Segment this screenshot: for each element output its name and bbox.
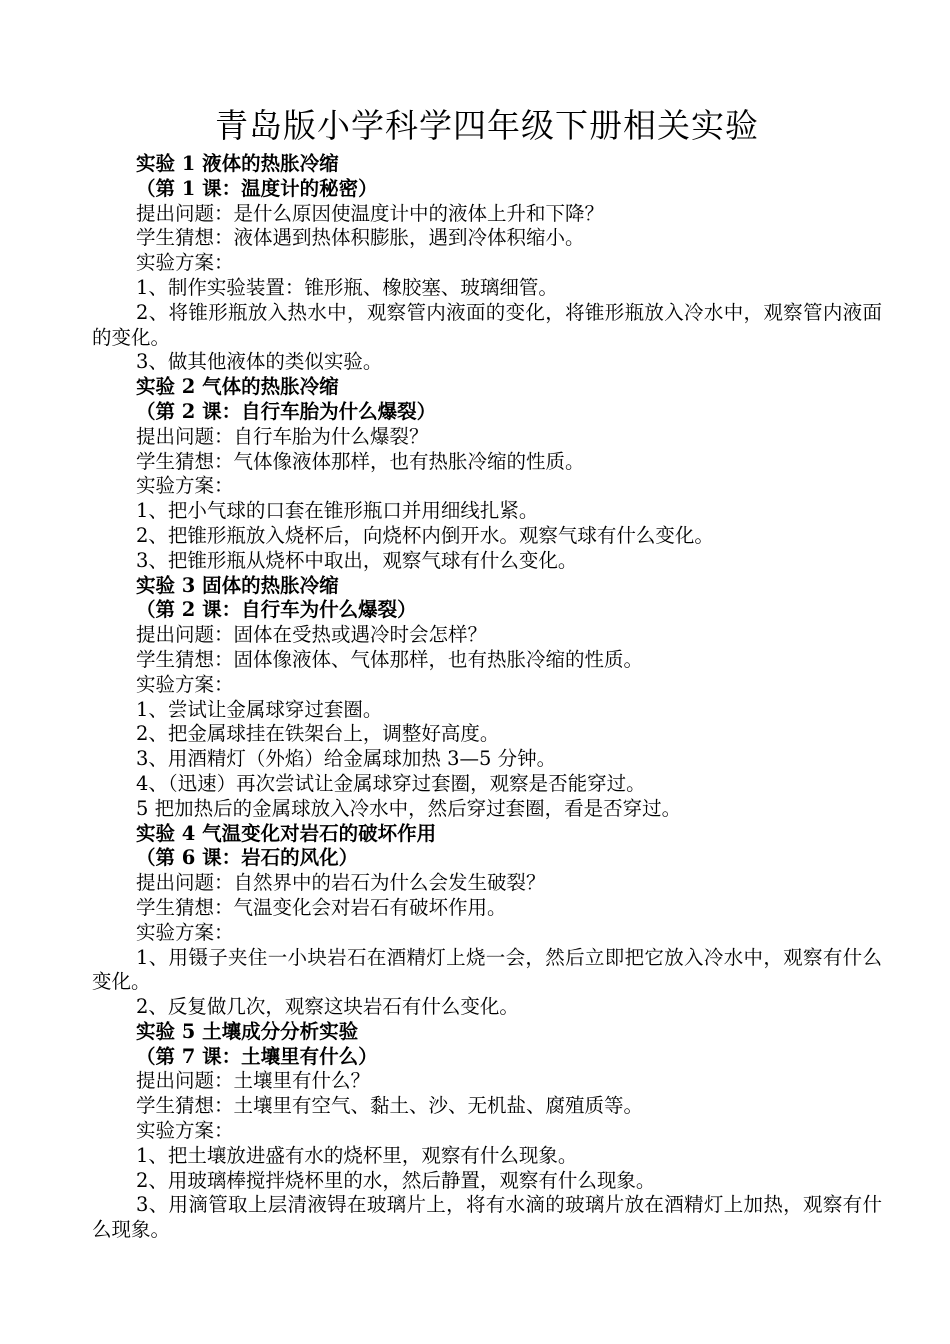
step-text: 3、用滴管取上层清液锝在玻璃片上，将有水滴的玻璃片放在酒精灯上加热，观察有什么现象。: [92, 1193, 882, 1242]
document-page: [92, 100, 882, 1243]
experiment-section: [92, 574, 882, 822]
experiment-heading: 实验 4 气温变化对岩石的破坏作用: [136, 821, 437, 845]
step-text: 3、用酒精灯（外焰）给金属球加热 3—5 分钟。: [136, 747, 557, 771]
step-text: 2、把金属球挂在铁架台上，调整好高度。: [136, 722, 500, 746]
step-text: 1、尝试让金属球穿过套圈。: [136, 697, 383, 721]
experiment-heading: 实验 2 气体的热胀冷缩: [136, 375, 339, 399]
step-text: 1、用镊子夹住一小块岩石在酒精灯上烧一会，然后立即把它放入冷水中，观察有什么变化。: [92, 945, 882, 994]
step-text: 1、制作实验装置：锥形瓶、橡胶塞、玻璃细管。: [136, 275, 558, 299]
experiment-heading: 实验 5 土壤成分分析实验: [136, 1019, 359, 1043]
step-text: 3、做其他液体的类似实验。: [136, 350, 383, 374]
experiment-section: [92, 152, 882, 375]
hypothesis-text: 学生猜想：液体遇到热体积膨胀，遇到冷体积缩小。: [136, 226, 585, 250]
hypothesis-text: 学生猜想：气温变化会对岩石有破坏作用。: [136, 895, 507, 919]
question-text: 提出问题：自行车胎为什么爆裂？: [136, 424, 429, 448]
experiment-section: [92, 375, 882, 573]
plan-label: 实验方案：: [136, 1119, 234, 1143]
question-text: 提出问题：土壤里有什么？: [136, 1069, 371, 1093]
hypothesis-text: 学生猜想：气体像液体那样，也有热胀冷缩的性质。: [136, 449, 585, 473]
step-text: 1、把小气球的口套在锥形瓶口并用细线扎紧。: [136, 499, 539, 523]
hypothesis-text: 学生猜想：固体像液体、气体那样，也有热胀冷缩的性质。: [136, 647, 644, 671]
hypothesis-text: 学生猜想：土壤里有空气、黏土、沙、无机盐、腐殖质等。: [136, 1094, 644, 1118]
lesson-label: （第 2 课：自行车胎为什么爆裂）: [136, 399, 437, 423]
question-text: 提出问题：是什么原因使温度计中的液体上升和下降？: [136, 201, 605, 225]
step-text: 1、把土壤放进盛有水的烧杯里，观察有什么现象。: [136, 1143, 578, 1167]
experiment-section: [92, 1020, 882, 1243]
step-text: 2、用玻璃棒搅拌烧杯里的水，然后静置，观察有什么现象。: [136, 1168, 656, 1192]
experiment-heading: 实验 1 液体的热胀冷缩: [136, 152, 339, 175]
experiment-section: [92, 822, 882, 1020]
experiment-heading: 实验 3 固体的热胀冷缩: [136, 573, 339, 597]
step-text: 3、把锥形瓶从烧杯中取出，观察气球有什么变化。: [136, 548, 578, 572]
lesson-label: （第 2 课：自行车为什么爆裂）: [136, 598, 417, 622]
question-text: 提出问题：自然界中的岩石为什么会发生破裂？: [136, 871, 546, 895]
step-text: 2、把锥形瓶放入烧杯后，向烧杯内倒开水。观察气球有什么变化。: [136, 523, 714, 547]
lesson-label: （第 6 课：岩石的风化）: [136, 846, 359, 870]
step-text: 2、将锥形瓶放入热水中，观察管内液面的变化，将锥形瓶放入冷水中，观察管内液面的变化。: [92, 300, 882, 349]
step-text: 2、反复做几次，观察这块岩石有什么变化。: [136, 995, 519, 1019]
document-title: 青岛版小学科学四年级下册相关实验: [215, 106, 759, 145]
plan-label: 实验方案：: [136, 672, 234, 696]
lesson-label: （第 1 课：温度计的秘密）: [136, 176, 378, 200]
question-text: 提出问题：固体在受热或遇冷时会怎样？: [136, 623, 488, 647]
plan-label: 实验方案：: [136, 251, 234, 275]
plan-label: 实验方案：: [136, 920, 234, 944]
lesson-label: （第 7 课：土壤里有什么）: [136, 1044, 378, 1068]
step-text: 5 把加热后的金属球放入冷水中，然后穿过套圈，看是否穿过。: [136, 796, 682, 820]
step-text: 4、（迅速）再次尝试让金属球穿过套圈，观察是否能穿过。: [136, 771, 646, 795]
plan-label: 实验方案：: [136, 474, 234, 498]
